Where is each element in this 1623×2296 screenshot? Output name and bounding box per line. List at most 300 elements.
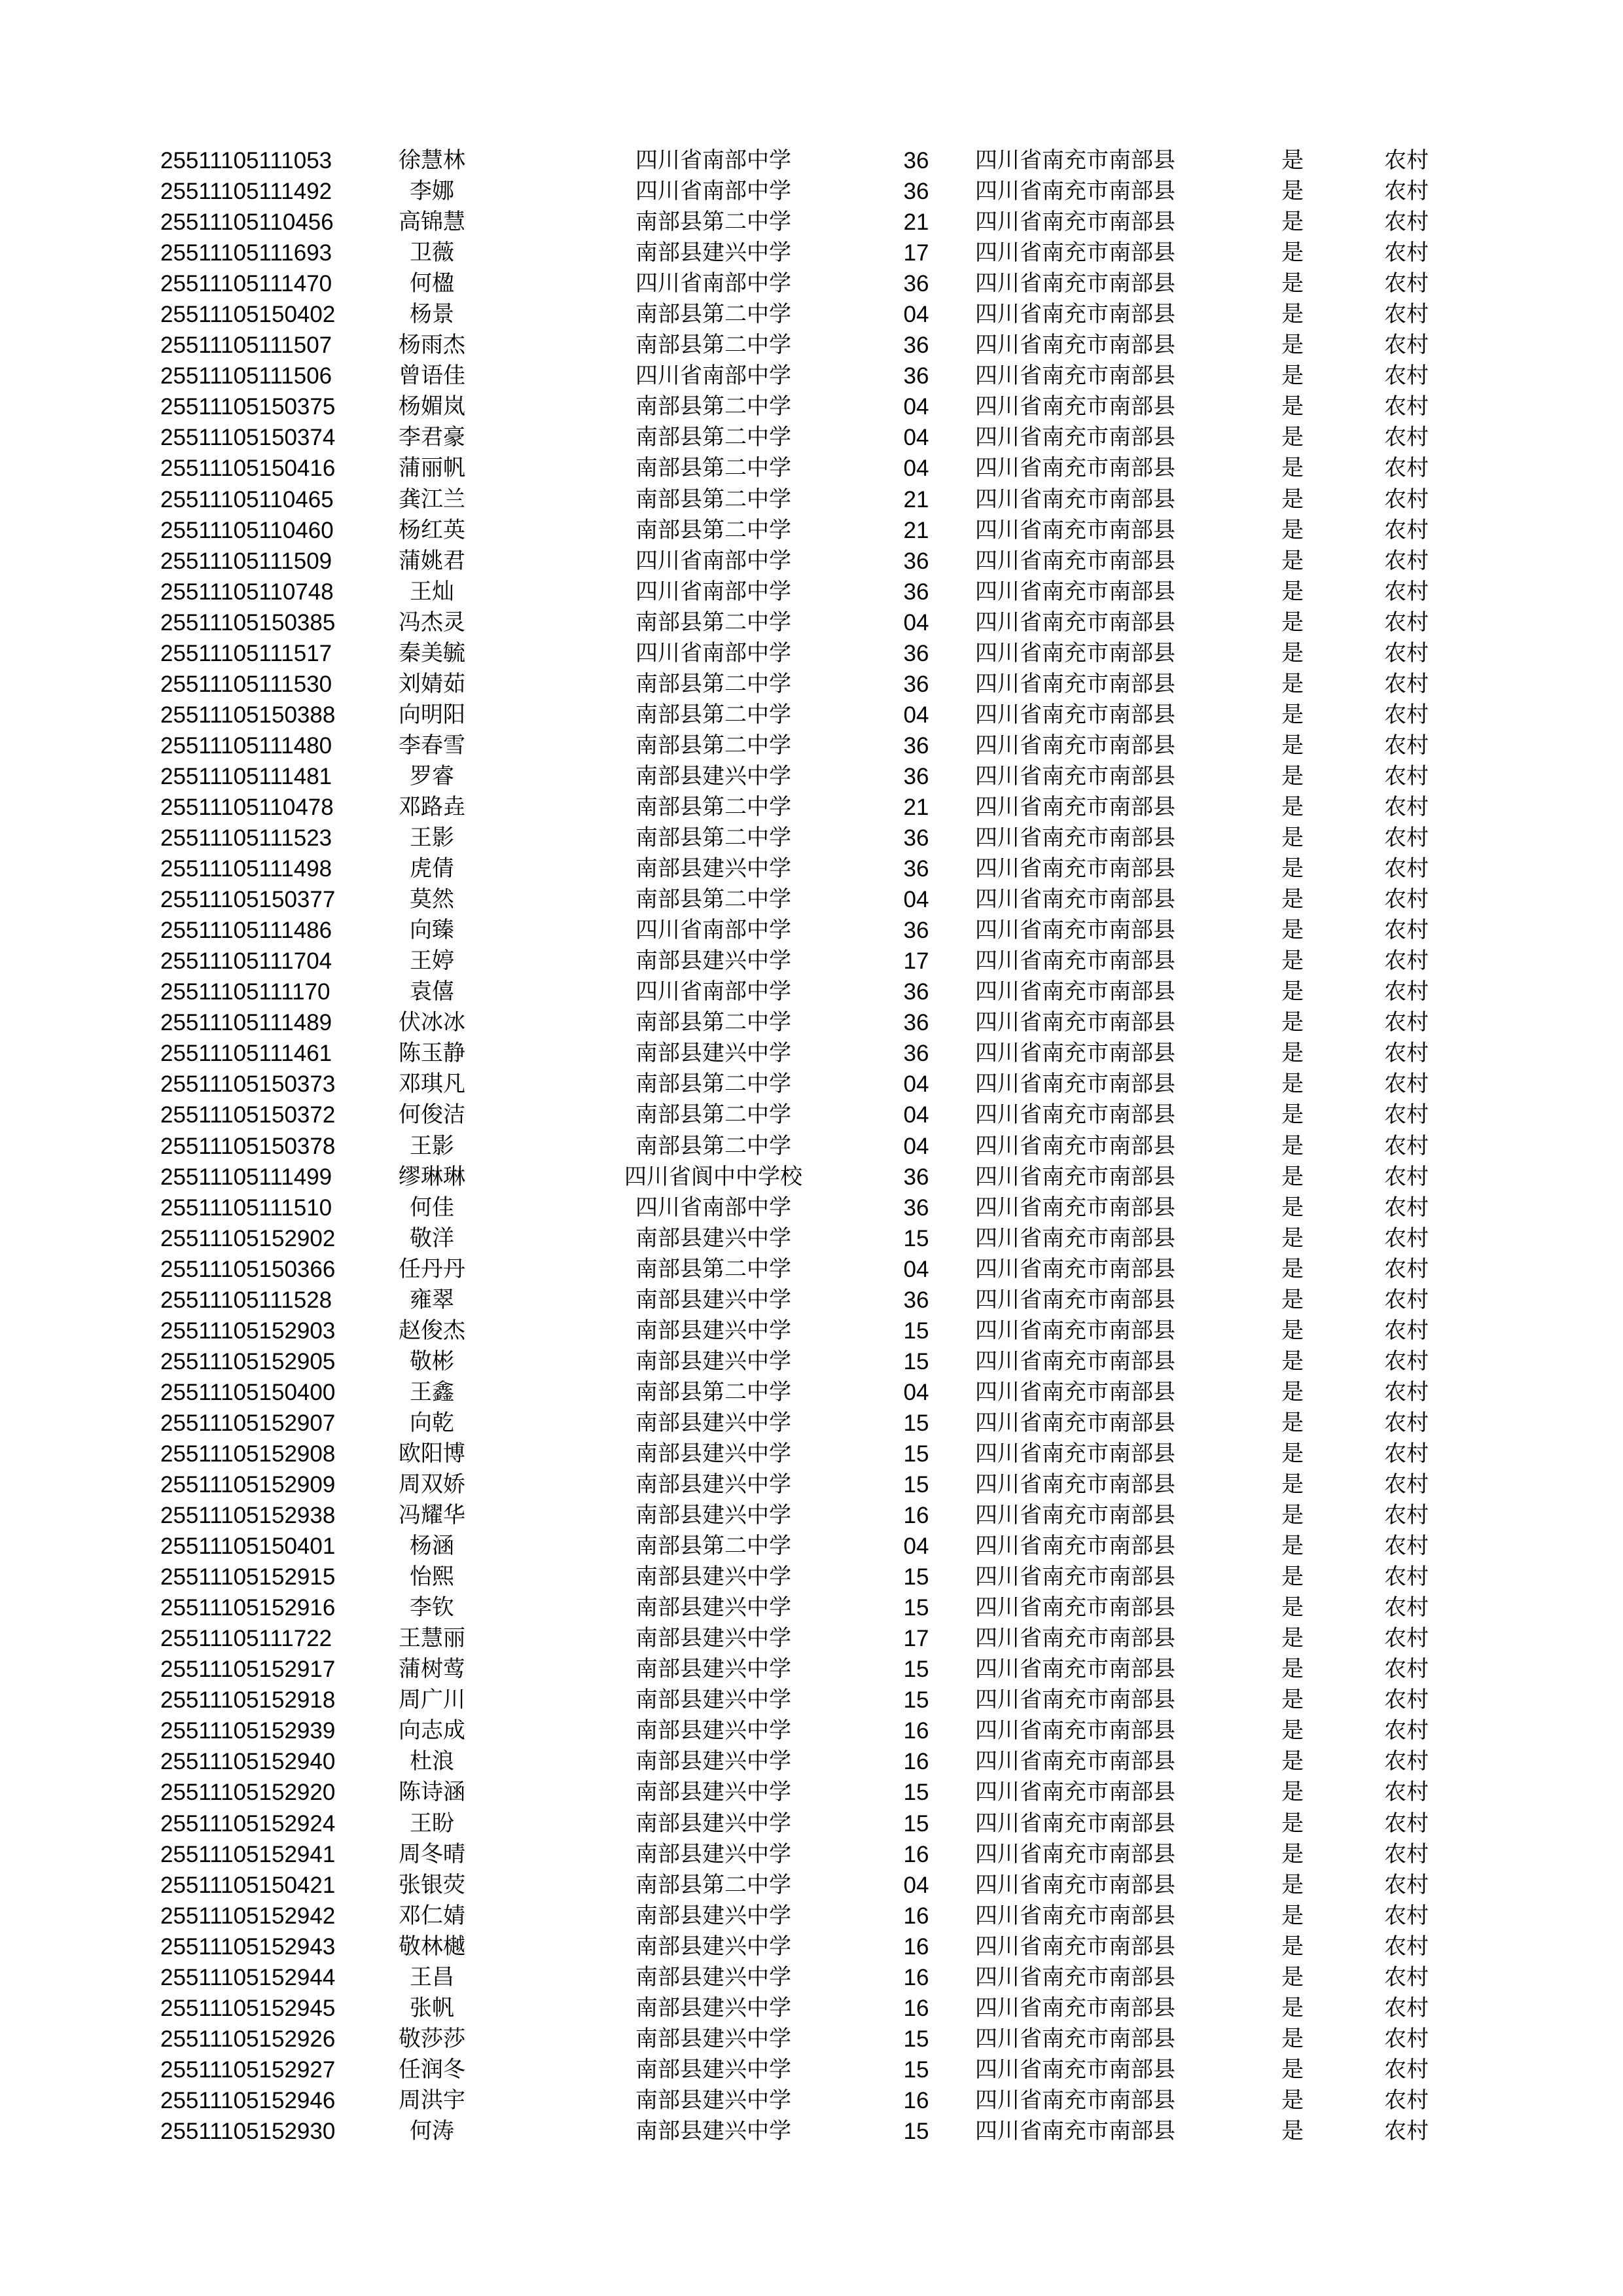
student-name-cell: 何涛 — [410, 2118, 454, 2144]
eligibility-cell: 是 — [1281, 1194, 1304, 1221]
school-cell: 南部县第二中学 — [635, 701, 791, 728]
school-cell: 南部县第二中学 — [635, 825, 791, 852]
table-row — [0, 2116, 1623, 2147]
address-cell: 四川省南充市南部县 — [975, 855, 1175, 882]
eligibility-cell: 是 — [1281, 578, 1304, 605]
school-cell: 南部县第二中学 — [635, 393, 791, 420]
table-row — [0, 1993, 1623, 2024]
residence-type-cell: 农村 — [1384, 609, 1429, 636]
eligibility-cell: 是 — [1281, 1717, 1304, 1744]
address-cell: 四川省南充市南部县 — [975, 2056, 1175, 2083]
eligibility-cell: 是 — [1281, 301, 1304, 328]
exam-number-cell: 25511105152945 — [160, 1995, 336, 2021]
residence-type-cell: 农村 — [1384, 393, 1429, 420]
table-row — [0, 1469, 1623, 1500]
exam-number-cell: 25511105150366 — [160, 1256, 336, 1282]
eligibility-cell: 是 — [1281, 516, 1304, 543]
exam-number-cell: 25511105152944 — [160, 1964, 336, 1990]
school-cell: 四川省南部中学 — [635, 978, 791, 1005]
class-code-cell: 04 — [903, 302, 929, 328]
address-cell: 四川省南充市南部县 — [975, 1409, 1175, 1436]
exam-number-cell: 25511105111489 — [160, 1010, 332, 1036]
address-cell: 四川省南充市南部县 — [975, 1656, 1175, 1683]
exam-number-cell: 25511105111470 — [160, 271, 332, 297]
exam-number-cell: 25511105152909 — [160, 1472, 336, 1498]
residence-type-cell: 农村 — [1384, 1348, 1429, 1374]
residence-type-cell: 农村 — [1384, 732, 1429, 759]
eligibility-cell: 是 — [1281, 1255, 1304, 1282]
residence-type-cell: 农村 — [1384, 2025, 1429, 2052]
class-code-cell: 36 — [903, 671, 929, 697]
student-name-cell: 罗睿 — [410, 762, 454, 789]
table-row — [0, 638, 1623, 669]
class-code-cell: 36 — [903, 918, 929, 944]
eligibility-cell: 是 — [1281, 825, 1304, 852]
residence-type-cell: 农村 — [1384, 147, 1429, 173]
school-cell: 南部县第二中学 — [635, 670, 791, 697]
exam-number-cell: 25511105150416 — [160, 456, 336, 482]
table-row — [0, 1346, 1623, 1377]
residence-type-cell: 农村 — [1384, 1194, 1429, 1221]
table-row — [0, 299, 1623, 330]
exam-number-cell: 25511105111530 — [160, 671, 332, 697]
exam-number-cell: 25511105150401 — [160, 1534, 336, 1560]
school-cell: 南部县第二中学 — [635, 1009, 791, 1036]
exam-number-cell: 25511105111461 — [160, 1041, 332, 1067]
class-code-cell: 15 — [903, 2026, 929, 2052]
student-name-cell: 任丹丹 — [399, 1255, 465, 1282]
exam-number-cell: 25511105110460 — [160, 517, 334, 543]
student-name-cell: 何佳 — [410, 1194, 454, 1221]
table-row — [0, 1808, 1623, 1839]
table-row — [0, 268, 1623, 299]
address-cell: 四川省南充市南部县 — [975, 1317, 1175, 1344]
exam-number-cell: 25511105150402 — [160, 302, 336, 328]
school-cell: 南部县第二中学 — [635, 793, 791, 820]
student-name-cell: 虎倩 — [410, 855, 454, 882]
address-cell: 四川省南充市南部县 — [975, 486, 1175, 512]
table-row — [0, 176, 1623, 207]
exam-number-cell: 25511105111507 — [160, 332, 332, 359]
school-cell: 南部县建兴中学 — [635, 1933, 791, 1960]
class-code-cell: 04 — [903, 1534, 929, 1560]
class-code-cell: 04 — [903, 702, 929, 728]
class-code-cell: 15 — [903, 1441, 929, 1467]
address-cell: 四川省南充市南部县 — [975, 1840, 1175, 1867]
table-row — [0, 607, 1623, 638]
school-cell: 四川省南部中学 — [635, 1194, 791, 1221]
address-cell: 四川省南充市南部县 — [975, 1378, 1175, 1405]
exam-number-cell: 25511105152905 — [160, 1348, 336, 1374]
eligibility-cell: 是 — [1281, 1286, 1304, 1313]
residence-type-cell: 农村 — [1384, 1440, 1429, 1467]
eligibility-cell: 是 — [1281, 1625, 1304, 1652]
student-name-cell: 任润冬 — [399, 2056, 465, 2083]
table-row — [0, 1654, 1623, 1685]
address-cell: 四川省南充市南部县 — [975, 1533, 1175, 1560]
class-code-cell: 36 — [903, 271, 929, 297]
address-cell: 四川省南充市南部县 — [975, 1717, 1175, 1744]
residence-type-cell: 农村 — [1384, 1163, 1429, 1190]
address-cell: 四川省南充市南部县 — [975, 424, 1175, 451]
eligibility-cell: 是 — [1281, 547, 1304, 574]
table-row — [0, 484, 1623, 515]
residence-type-cell: 农村 — [1384, 240, 1429, 266]
class-code-cell: 15 — [903, 1657, 929, 1683]
eligibility-cell: 是 — [1281, 1933, 1304, 1960]
address-cell: 四川省南充市南部县 — [975, 2118, 1175, 2144]
table-row — [0, 361, 1623, 391]
residence-type-cell: 农村 — [1384, 1009, 1429, 1036]
residence-type-cell: 农村 — [1384, 363, 1429, 389]
exam-number-cell: 25511105150374 — [160, 425, 336, 451]
student-name-cell: 王盼 — [410, 1810, 454, 1837]
address-cell: 四川省南充市南部县 — [975, 609, 1175, 636]
class-code-cell: 36 — [903, 1164, 929, 1190]
exam-number-cell: 25511105152907 — [160, 1410, 336, 1436]
exam-number-cell: 25511105111517 — [160, 640, 332, 666]
eligibility-cell: 是 — [1281, 670, 1304, 697]
table-row — [0, 207, 1623, 238]
student-name-cell: 王影 — [410, 825, 454, 852]
table-row — [0, 1962, 1623, 1993]
residence-type-cell: 农村 — [1384, 424, 1429, 451]
eligibility-cell: 是 — [1281, 455, 1304, 482]
exam-number-cell: 25511105111523 — [160, 825, 332, 852]
address-cell: 四川省南充市南部县 — [975, 393, 1175, 420]
school-cell: 南部县建兴中学 — [635, 1687, 791, 1713]
table-row — [0, 884, 1623, 915]
table-row — [0, 1531, 1623, 1562]
school-cell: 南部县建兴中学 — [635, 1810, 791, 1837]
eligibility-cell: 是 — [1281, 1994, 1304, 2021]
school-cell: 南部县建兴中学 — [635, 1564, 791, 1590]
eligibility-cell: 是 — [1281, 486, 1304, 512]
exam-number-cell: 25511105111506 — [160, 363, 332, 389]
eligibility-cell: 是 — [1281, 793, 1304, 820]
exam-number-cell: 25511105150378 — [160, 1133, 336, 1159]
school-cell: 南部县建兴中学 — [635, 855, 791, 882]
school-cell: 南部县第二中学 — [635, 486, 791, 512]
school-cell: 南部县第二中学 — [635, 301, 791, 328]
table-row — [0, 1285, 1623, 1316]
school-cell: 南部县建兴中学 — [635, 1440, 791, 1467]
address-cell: 四川省南充市南部县 — [975, 1625, 1175, 1652]
school-cell: 南部县建兴中学 — [635, 240, 791, 266]
residence-type-cell: 农村 — [1384, 793, 1429, 820]
address-cell: 四川省南充市南部县 — [975, 547, 1175, 574]
table-row — [0, 2024, 1623, 2054]
school-cell: 南部县建兴中学 — [635, 1471, 791, 1498]
table-row — [0, 1870, 1623, 1901]
class-code-cell: 16 — [903, 1995, 929, 2021]
table-row — [0, 1254, 1623, 1285]
address-cell: 四川省南充市南部县 — [975, 1194, 1175, 1221]
address-cell: 四川省南充市南部县 — [975, 1009, 1175, 1036]
class-code-cell: 36 — [903, 640, 929, 666]
class-code-cell: 15 — [903, 2119, 929, 2144]
eligibility-cell: 是 — [1281, 1964, 1304, 1990]
eligibility-cell: 是 — [1281, 178, 1304, 205]
exam-number-cell: 25511105150385 — [160, 609, 336, 636]
exam-number-cell: 25511105110465 — [160, 486, 334, 512]
exam-number-cell: 25511105111498 — [160, 856, 332, 882]
residence-type-cell: 农村 — [1384, 1656, 1429, 1683]
exam-number-cell: 25511105110748 — [160, 579, 334, 605]
eligibility-cell: 是 — [1281, 1871, 1304, 1898]
residence-type-cell: 农村 — [1384, 1040, 1429, 1067]
table-row — [0, 1500, 1623, 1531]
table-row — [0, 1746, 1623, 1777]
school-cell: 南部县建兴中学 — [635, 1409, 791, 1436]
school-cell: 南部县建兴中学 — [635, 1964, 791, 1990]
exam-number-cell: 25511105110456 — [160, 209, 334, 236]
student-name-cell: 蒲丽帆 — [399, 455, 465, 482]
school-cell: 南部县建兴中学 — [635, 1286, 791, 1313]
student-name-cell: 蒲树莺 — [399, 1656, 465, 1683]
eligibility-cell: 是 — [1281, 1564, 1304, 1590]
address-cell: 四川省南充市南部县 — [975, 516, 1175, 543]
address-cell: 四川省南充市南部县 — [975, 917, 1175, 944]
class-code-cell: 16 — [903, 1964, 929, 1990]
residence-type-cell: 农村 — [1384, 1378, 1429, 1405]
class-code-cell: 36 — [903, 179, 929, 205]
table-row — [0, 1131, 1623, 1162]
school-cell: 南部县第二中学 — [635, 1533, 791, 1560]
exam-number-cell: 25511105150375 — [160, 394, 336, 420]
school-cell: 南部县第二中学 — [635, 424, 791, 451]
class-code-cell: 17 — [903, 948, 929, 975]
class-code-cell: 36 — [903, 548, 929, 574]
address-cell: 四川省南充市南部县 — [975, 270, 1175, 297]
student-name-cell: 欧阳博 — [399, 1440, 465, 1467]
eligibility-cell: 是 — [1281, 147, 1304, 173]
school-cell: 南部县建兴中学 — [635, 948, 791, 975]
eligibility-cell: 是 — [1281, 2056, 1304, 2083]
class-code-cell: 21 — [903, 486, 929, 512]
student-name-cell: 莫然 — [410, 886, 454, 913]
school-cell: 南部县第二中学 — [635, 332, 791, 359]
residence-type-cell: 农村 — [1384, 1687, 1429, 1713]
school-cell: 南部县建兴中学 — [635, 2118, 791, 2144]
eligibility-cell: 是 — [1281, 886, 1304, 913]
eligibility-cell: 是 — [1281, 1225, 1304, 1251]
address-cell: 四川省南充市南部县 — [975, 1594, 1175, 1621]
class-code-cell: 17 — [903, 1626, 929, 1652]
exam-number-cell: 25511105110478 — [160, 794, 334, 820]
table-row — [0, 946, 1623, 977]
class-code-cell: 16 — [903, 1503, 929, 1529]
table-row — [0, 792, 1623, 823]
student-name-cell: 敬林樾 — [399, 1933, 465, 1960]
exam-number-cell: 25511105152917 — [160, 1657, 336, 1683]
school-cell: 南部县建兴中学 — [635, 1040, 791, 1067]
exam-number-cell: 25511105111053 — [160, 148, 332, 173]
table-row — [0, 546, 1623, 577]
exam-number-cell: 25511105152918 — [160, 1687, 336, 1713]
table-row — [0, 2054, 1623, 2085]
school-cell: 南部县建兴中学 — [635, 1994, 791, 2021]
class-code-cell: 16 — [903, 2087, 929, 2113]
school-cell: 南部县建兴中学 — [635, 1717, 791, 1744]
exam-number-cell: 25511105150388 — [160, 702, 336, 728]
student-name-cell: 敬洋 — [410, 1225, 454, 1251]
residence-type-cell: 农村 — [1384, 1594, 1429, 1621]
eligibility-cell: 是 — [1281, 1440, 1304, 1467]
table-row — [0, 1685, 1623, 1715]
address-cell: 四川省南充市南部县 — [975, 1964, 1175, 1990]
eligibility-cell: 是 — [1281, 1902, 1304, 1929]
eligibility-cell: 是 — [1281, 1071, 1304, 1098]
residence-type-cell: 农村 — [1384, 1471, 1429, 1498]
table-row — [0, 1038, 1623, 1069]
exam-number-cell: 25511105152938 — [160, 1503, 336, 1529]
student-name-cell: 张银荧 — [399, 1871, 465, 1898]
student-name-cell: 徐慧林 — [399, 147, 465, 173]
class-code-cell: 36 — [903, 856, 929, 882]
school-cell: 四川省南部中学 — [635, 578, 791, 605]
school-cell: 四川省南部中学 — [635, 178, 791, 205]
class-code-cell: 36 — [903, 1041, 929, 1067]
school-cell: 南部县建兴中学 — [635, 1656, 791, 1683]
student-name-cell: 向明阳 — [399, 701, 465, 728]
class-code-cell: 16 — [903, 1933, 929, 1960]
residence-type-cell: 农村 — [1384, 578, 1429, 605]
student-name-cell: 李娜 — [410, 178, 454, 205]
eligibility-cell: 是 — [1281, 1533, 1304, 1560]
address-cell: 四川省南充市南部县 — [975, 1687, 1175, 1713]
residence-type-cell: 农村 — [1384, 1779, 1429, 1806]
table-row — [0, 238, 1623, 268]
address-cell: 四川省南充市南部县 — [975, 793, 1175, 820]
exam-number-cell: 25511105111499 — [160, 1164, 332, 1190]
residence-type-cell: 农村 — [1384, 1717, 1429, 1744]
exam-number-cell: 25511105111510 — [160, 1194, 332, 1221]
exam-number-cell: 25511105111704 — [160, 948, 332, 975]
residence-type-cell: 农村 — [1384, 516, 1429, 543]
student-name-cell: 李君豪 — [399, 424, 465, 451]
school-cell: 四川省南部中学 — [635, 147, 791, 173]
student-name-cell: 秦美毓 — [399, 639, 465, 666]
school-cell: 南部县第二中学 — [635, 1071, 791, 1098]
class-code-cell: 36 — [903, 1010, 929, 1036]
exam-number-cell: 25511105152943 — [160, 1933, 336, 1960]
school-cell: 南部县建兴中学 — [635, 1225, 791, 1251]
address-cell: 四川省南充市南部县 — [975, 455, 1175, 482]
table-row — [0, 1592, 1623, 1623]
student-name-cell: 向乾 — [410, 1409, 454, 1436]
table-row — [0, 1100, 1623, 1130]
address-cell: 四川省南充市南部县 — [975, 978, 1175, 1005]
eligibility-cell: 是 — [1281, 1132, 1304, 1159]
student-name-cell: 曾语佳 — [399, 363, 465, 389]
residence-type-cell: 农村 — [1384, 455, 1429, 482]
eligibility-cell: 是 — [1281, 393, 1304, 420]
exam-number-cell: 25511105152924 — [160, 1810, 336, 1837]
address-cell: 四川省南充市南部县 — [975, 301, 1175, 328]
exam-number-cell: 25511105152903 — [160, 1318, 336, 1344]
residence-type-cell: 农村 — [1384, 1964, 1429, 1990]
class-code-cell: 21 — [903, 209, 929, 236]
class-code-cell: 04 — [903, 887, 929, 913]
class-code-cell: 04 — [903, 394, 929, 420]
exam-number-cell: 25511105150372 — [160, 1102, 336, 1128]
residence-type-cell: 农村 — [1384, 1225, 1429, 1251]
school-cell: 南部县建兴中学 — [635, 2087, 791, 2113]
residence-type-cell: 农村 — [1384, 1840, 1429, 1867]
address-cell: 四川省南充市南部县 — [975, 2025, 1175, 2052]
residence-type-cell: 农村 — [1384, 701, 1429, 728]
residence-type-cell: 农村 — [1384, 301, 1429, 328]
school-cell: 南部县第二中学 — [635, 1378, 791, 1405]
school-cell: 南部县建兴中学 — [635, 1317, 791, 1344]
address-cell: 四川省南充市南部县 — [975, 1286, 1175, 1313]
eligibility-cell: 是 — [1281, 332, 1304, 359]
school-cell: 南部县第二中学 — [635, 1871, 791, 1898]
eligibility-cell: 是 — [1281, 240, 1304, 266]
student-name-cell: 何俊洁 — [399, 1102, 465, 1128]
table-row — [0, 700, 1623, 730]
class-code-cell: 36 — [903, 579, 929, 605]
address-cell: 四川省南充市南部县 — [975, 670, 1175, 697]
address-cell: 四川省南充市南部县 — [975, 1225, 1175, 1251]
student-name-cell: 周洪宇 — [399, 2087, 465, 2113]
address-cell: 四川省南充市南部县 — [975, 1564, 1175, 1590]
eligibility-cell: 是 — [1281, 1378, 1304, 1405]
class-code-cell: 15 — [903, 1410, 929, 1436]
table-row — [0, 1439, 1623, 1469]
school-cell: 南部县第二中学 — [635, 516, 791, 543]
class-code-cell: 36 — [903, 979, 929, 1005]
table-row — [0, 1223, 1623, 1254]
residence-type-cell: 农村 — [1384, 978, 1429, 1005]
table-row — [0, 2085, 1623, 2116]
student-name-cell: 伏冰冰 — [399, 1009, 465, 1036]
student-name-cell: 袁僖 — [410, 978, 454, 1005]
student-name-cell: 陈玉静 — [399, 1040, 465, 1067]
school-cell: 南部县第二中学 — [635, 209, 791, 236]
address-cell: 四川省南充市南部县 — [975, 948, 1175, 975]
student-name-cell: 王鑫 — [410, 1378, 454, 1405]
exam-number-cell: 25511105111492 — [160, 179, 332, 205]
exam-number-cell: 25511105152920 — [160, 1780, 336, 1806]
student-name-cell: 王慧丽 — [399, 1625, 465, 1652]
table-row — [0, 1162, 1623, 1193]
school-cell: 四川省南部中学 — [635, 917, 791, 944]
eligibility-cell: 是 — [1281, 1810, 1304, 1837]
table-row — [0, 577, 1623, 607]
eligibility-cell: 是 — [1281, 732, 1304, 759]
address-cell: 四川省南充市南部县 — [975, 578, 1175, 605]
residence-type-cell: 农村 — [1384, 270, 1429, 297]
address-cell: 四川省南充市南部县 — [975, 1502, 1175, 1529]
student-name-cell: 王灿 — [410, 578, 454, 605]
address-cell: 四川省南充市南部县 — [975, 1163, 1175, 1190]
residence-type-cell: 农村 — [1384, 855, 1429, 882]
eligibility-cell: 是 — [1281, 1317, 1304, 1344]
address-cell: 四川省南充市南部县 — [975, 240, 1175, 266]
student-name-cell: 周双娇 — [399, 1471, 465, 1498]
student-name-cell: 邓琪凡 — [399, 1071, 465, 1098]
school-cell: 南部县第二中学 — [635, 732, 791, 759]
exam-number-cell: 25511105150421 — [160, 1872, 336, 1898]
class-code-cell: 36 — [903, 332, 929, 359]
school-cell: 南部县第二中学 — [635, 1102, 791, 1128]
class-code-cell: 15 — [903, 1564, 929, 1590]
table-row — [0, 515, 1623, 546]
school-cell: 南部县建兴中学 — [635, 2025, 791, 2052]
table-row — [0, 761, 1623, 792]
